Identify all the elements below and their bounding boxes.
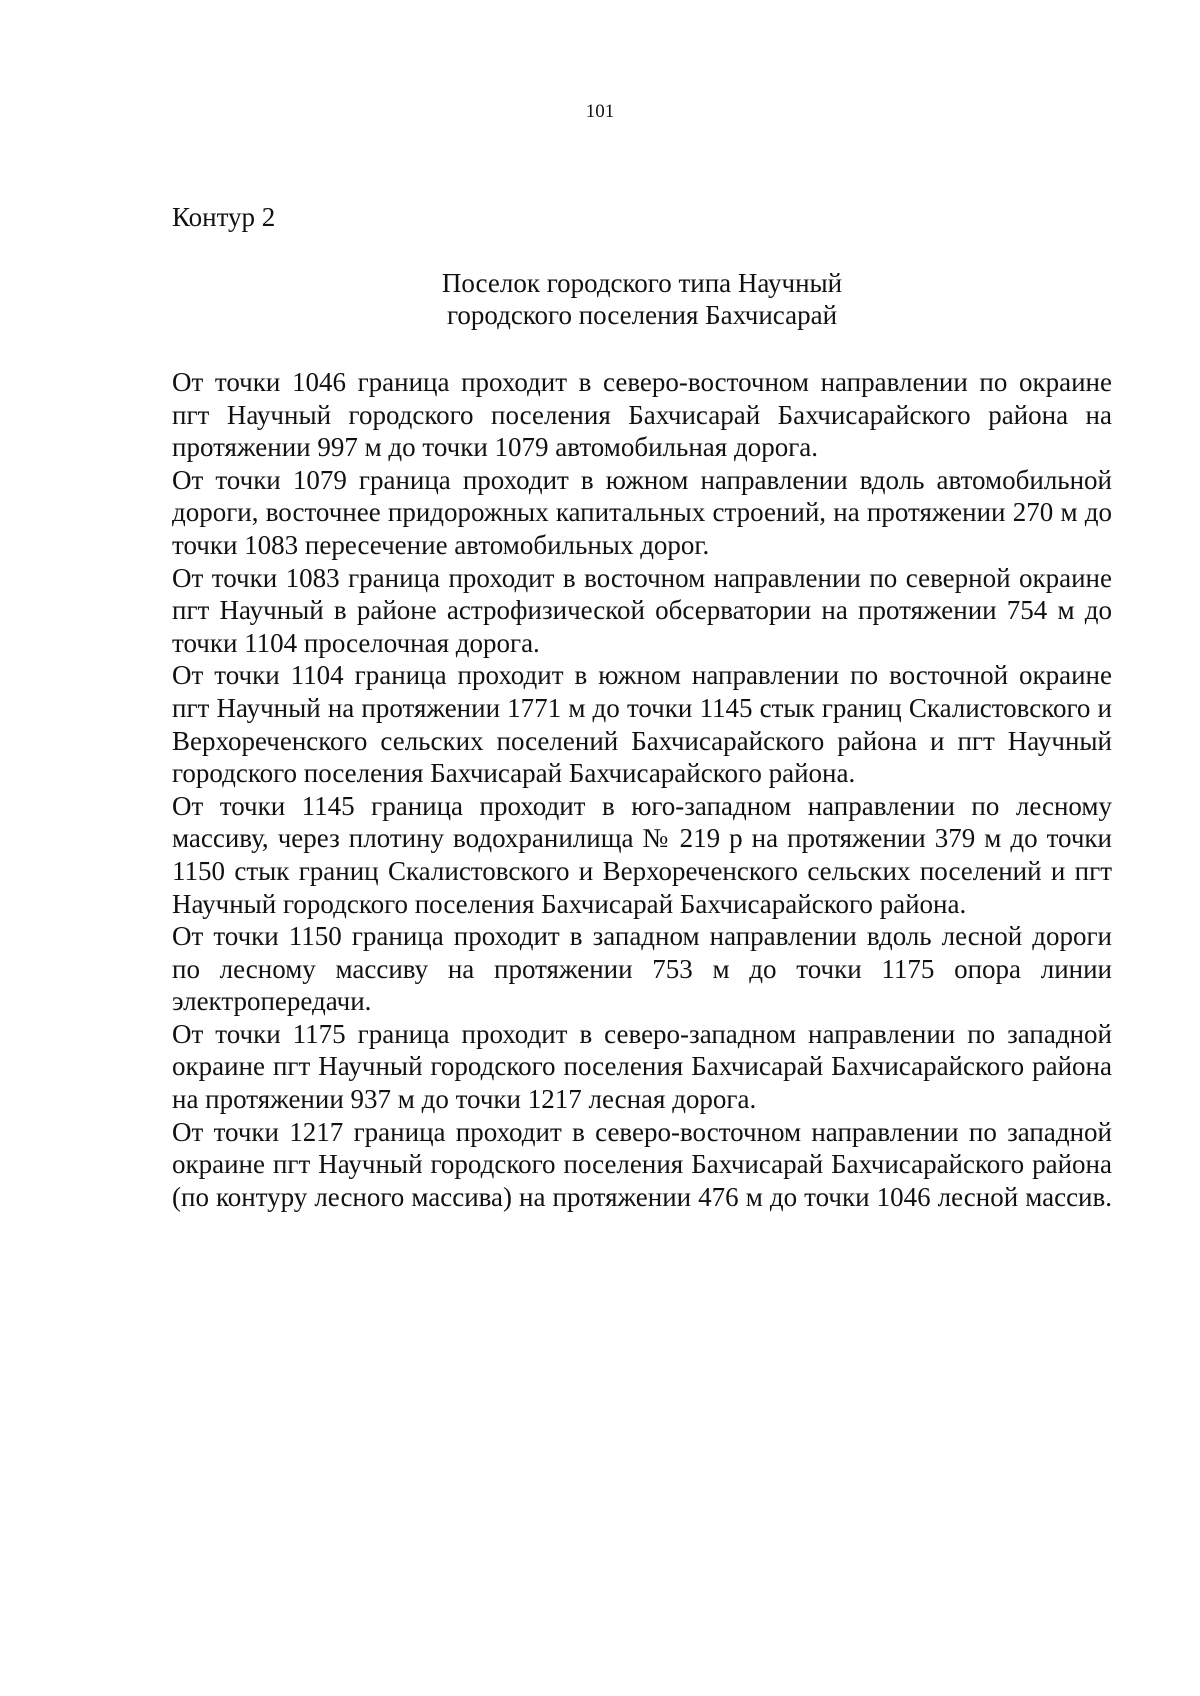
boundary-paragraph-6: От точки 1150 граница проходит в западном направлении вдоль лесной дороги по лесному массиву на протяжении 753 м до точки 1175 опора линии электропередачи. [172,921,1112,1017]
boundary-paragraph-8: От точки 1217 граница проходит в северо-восточном направлении по западной окраине пгт Научный городского поселения Бахчисарай Бахчисарайского района (по контуру лесного массива) на протяжении 476 м до точки 1046 лесной массив. [172,1116,1112,1212]
page-number: 101 [585,101,615,122]
boundary-paragraph-2: От точки 1079 граница проходит в южном направлении вдоль автомобильной дороги, восточнее придорожных капитальных строений, на протяжении 270 м до точки 1083 пересечение автомобильных дорог. [172,464,1112,560]
boundary-paragraph-5: От точки 1145 граница проходит в юго-западном направлении по лесному массиву, через плотину водохранилища № 219 р на протяжении 379 м до точки 1150 стык границ Скалистовского и Верхореченского сельских поселений и пгт Научный городского поселения Бахчисарай Бахчисарайского района. [172,790,1112,919]
boundary-paragraph-3: От точки 1083 граница проходит в восточном направлении по северной окраине пгт Научный в районе астрофизической обсерватории на протяжении 754 м до точки 1104 проселочная дорога. [172,562,1112,658]
contour-label: Контур 2 [172,202,276,232]
boundary-paragraph-1: От точки 1046 граница проходит в северо-восточном направлении по окраине пгт Научный городского поселения Бахчисарай Бахчисарайского района на протяжении 997 м до точки 1079 автомобильная дорога. [172,367,1112,463]
section-title-line-2: городского поселения Бахчисарай [446,300,838,330]
boundary-paragraph-4: От точки 1104 граница проходит в южном направлении по восточной окраине пгт Научный на протяжении 1771 м до точки 1145 стык границ Скалистовского и Верхореченского сельских поселений Бахчисарайского района и пгт Научный городского поселения Бахчисарай Бахчисарайского района. [172,660,1112,789]
section-title [172,267,1112,331]
boundary-paragraph-7: От точки 1175 граница проходит в северо-западном направлении по западной окраине пгт Научный городского поселения Бахчисарай Бахчисарайского района на протяжении 937 м до точки 1217 лесная дорога. [172,1018,1112,1115]
boundary-description [172,366,1112,1213]
section-title-line-1: Поселок городского типа Научный [441,268,843,298]
